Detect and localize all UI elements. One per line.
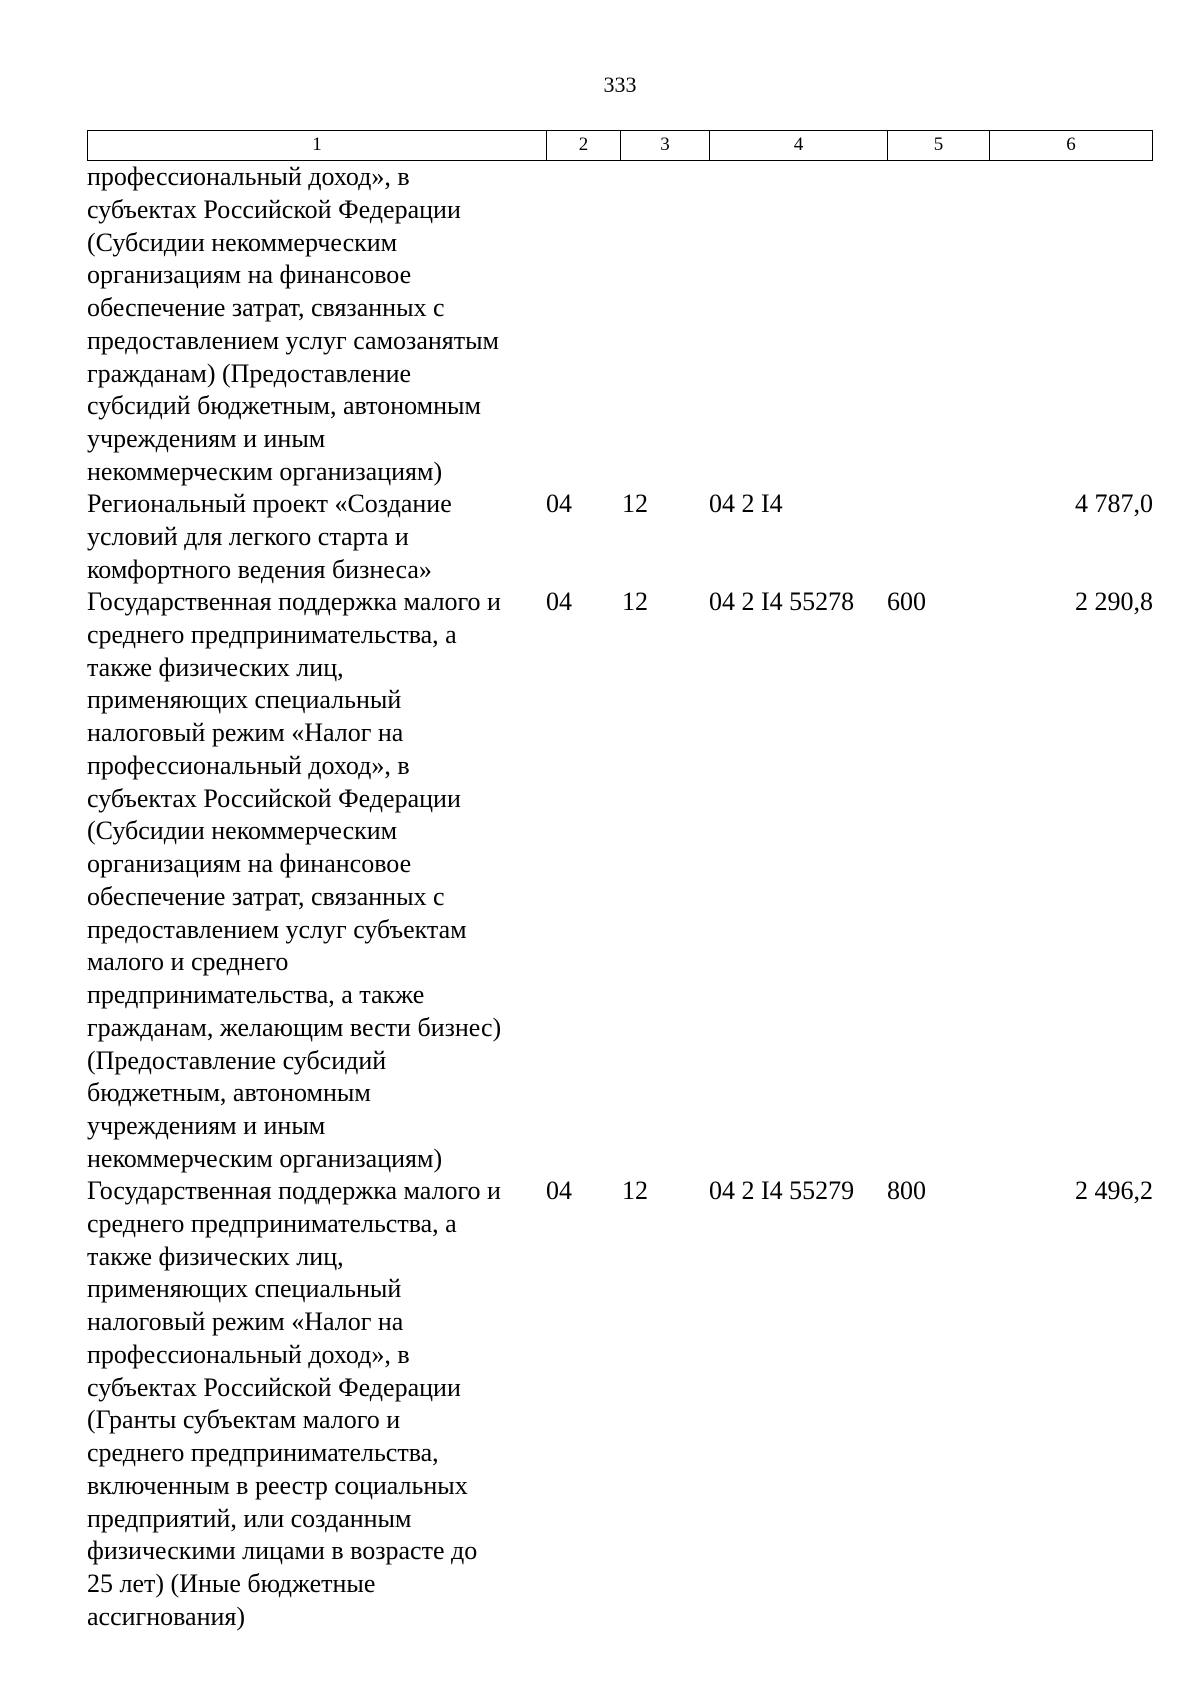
row-sum: 2 290,8 xyxy=(1075,587,1153,616)
row-sum: 2 496,2 xyxy=(1075,1176,1153,1205)
row-name: Региональный проект «Создание условий для легкого старта и комфортного ведения бизнеса» xyxy=(87,489,452,584)
row-csr: 04 2 I4 55279 xyxy=(709,1176,855,1205)
row-rz: 04 xyxy=(546,489,572,518)
row-csr: 04 2 I4 xyxy=(709,489,783,518)
page-number: 333 xyxy=(603,72,637,97)
header-col-1: 1 xyxy=(88,131,547,160)
row-sum: 4 787,0 xyxy=(1075,489,1153,518)
header-col-2: 2 xyxy=(547,131,621,160)
row-csr: 04 2 I4 55278 xyxy=(709,587,855,616)
row-name: профессиональный доход», в субъектах Российской Федерации (Субсидии некоммерческим организациям на финансовое обеспечение затрат, связанных с предоставлением услуг самозанятым гражданам) (Предоставление субсидий бюджетным, автономным учреждениям и иным некоммерческим организациям) xyxy=(87,162,500,486)
row-vr: 600 xyxy=(887,587,926,616)
row-rz: 04 xyxy=(546,587,572,616)
row-name: Государственная поддержка малого и среднего предпринимательства, а также физических лиц, применяющих специальный налоговый режим «Налог на профессиональный доход», в субъектах Российской Федерации (Субсидии некоммерческим организациям на финансовое обеспечение затрат, связанных с предоставлением услуг субъектам малого и среднего предпринимательства, а также гражданам, желающим вести бизнес) (Предоставление субсидий бюджетным, автономным учреждениям и иным некоммерческим организациям) xyxy=(87,587,502,1173)
row-pr: 12 xyxy=(622,587,648,616)
row-rz: 04 xyxy=(546,1176,572,1205)
row-name: Государственная поддержка малого и среднего предпринимательства, а также физических лиц, применяющих специальный налоговый режим «Налог на профессиональный доход», в субъектах Российской Федерации (Гранты субъектам малого и среднего предпринимательства, включенным в реестр социальных предприятий, или созданным физическими лицами в возрасте до 25 лет) (Иные бюджетные ассигнования) xyxy=(87,1176,501,1631)
header-col-6: 6 xyxy=(1066,134,1076,155)
row-pr: 12 xyxy=(622,1176,648,1205)
header-col-4: 4 xyxy=(710,131,888,160)
header-col-3: 3 xyxy=(621,131,710,160)
row-pr: 12 xyxy=(622,489,648,518)
row-vr: 800 xyxy=(887,1176,926,1205)
table-header xyxy=(87,130,1153,161)
header-col-5: 5 xyxy=(888,131,990,160)
